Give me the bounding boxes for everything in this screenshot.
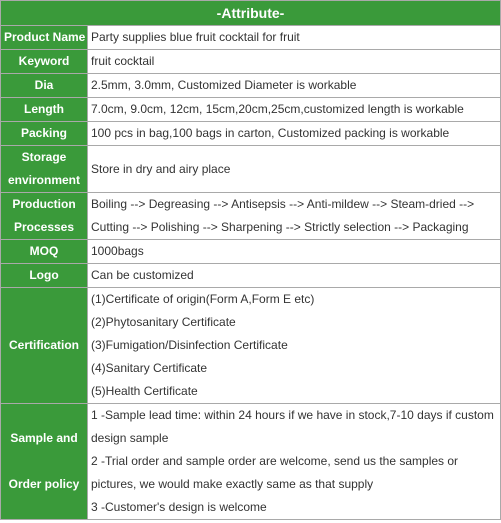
row-dia (1, 74, 501, 98)
value-line: (4)Sanitary Certificate (91, 361, 208, 375)
key-line: environment (7, 173, 80, 187)
value-line: 100 pcs in bag,100 bags in carton, Customized packing is workable (91, 126, 450, 140)
table-title: -Attribute- (1, 1, 501, 26)
key-storage (1, 146, 88, 193)
key-production (1, 193, 88, 240)
row-product-name (1, 26, 501, 50)
row-keyword (1, 50, 501, 74)
key-line: Certification (8, 338, 79, 352)
value-product-name (88, 26, 501, 50)
value-line: (3)Fumigation/Disinfection Certificate (91, 338, 288, 352)
value-line: design sample (91, 431, 169, 445)
key-line: Storage (21, 150, 67, 164)
key-dia (1, 74, 88, 98)
row-length (1, 98, 501, 122)
key-packing (1, 122, 88, 146)
key-line: Order policy (8, 477, 80, 491)
key-moq (1, 240, 88, 264)
key-logo (1, 264, 88, 288)
value-line: Cutting --> Polishing --> Sharpening --> Strictly selection --> Packaging (91, 220, 469, 234)
key-length (1, 98, 88, 122)
key-line: Product Name (4, 30, 86, 44)
row-moq (1, 240, 501, 264)
value-length (88, 98, 501, 122)
key-line: Logo (29, 268, 59, 282)
value-line: Boiling --> Degreasing --> Antisepsis --> Anti-mildew --> Steam-dried --> (91, 197, 475, 211)
row-storage (1, 146, 501, 193)
key-line: Sample and (10, 431, 78, 445)
value-line: 3 -Customer's design is welcome (91, 500, 267, 514)
key-line (4, 450, 84, 473)
value-line: (1)Certificate of origin(Form A,Form E etc) (91, 292, 315, 306)
row-certification (1, 288, 501, 404)
value-line: (5)Health Certificate (91, 384, 198, 398)
key-line: Packing (20, 126, 68, 140)
row-logo (1, 264, 501, 288)
value-line: Can be customized (91, 268, 194, 282)
value-line: Party supplies blue fruit cocktail for fruit (91, 30, 300, 44)
value-moq (88, 240, 501, 264)
title-row (1, 1, 501, 26)
row-sample-order (1, 404, 501, 520)
value-sample-order (88, 404, 501, 520)
key-product-name (1, 26, 88, 50)
value-production (88, 193, 501, 240)
key-line: Processes (13, 220, 75, 234)
value-line: 7.0cm, 9.0cm, 12cm, 15cm,20cm,25cm,customized length is workable (91, 102, 464, 116)
attribute-table-body (1, 1, 501, 520)
value-line: (2)Phytosanitary Certificate (91, 315, 236, 329)
value-packing (88, 122, 501, 146)
key-line: Dia (34, 78, 54, 92)
value-logo (88, 264, 501, 288)
value-certification (88, 288, 501, 404)
key-sample-order (1, 404, 88, 520)
value-line: Store in dry and airy place (91, 161, 231, 176)
key-line: Length (24, 102, 64, 116)
key-certification (1, 288, 88, 404)
row-production (1, 193, 501, 240)
value-storage (88, 146, 501, 193)
value-keyword (88, 50, 501, 74)
value-line: 2.5mm, 3.0mm, Customized Diameter is workable (91, 78, 357, 92)
value-line: 1 -Sample lead time: within 24 hours if we have in stock,7-10 days if custom (91, 408, 494, 422)
key-line: Keyword (18, 54, 70, 68)
key-keyword (1, 50, 88, 74)
value-line: 2 -Trial order and sample order are welcome, send us the samples or (91, 454, 459, 468)
value-line: 1000bags (91, 244, 144, 258)
value-dia (88, 74, 501, 98)
row-packing (1, 122, 501, 146)
value-line: fruit cocktail (91, 54, 155, 68)
key-line: MOQ (29, 244, 59, 258)
value-line: pictures, we would make exactly same as that supply (91, 477, 374, 491)
key-line: Production (12, 197, 76, 211)
